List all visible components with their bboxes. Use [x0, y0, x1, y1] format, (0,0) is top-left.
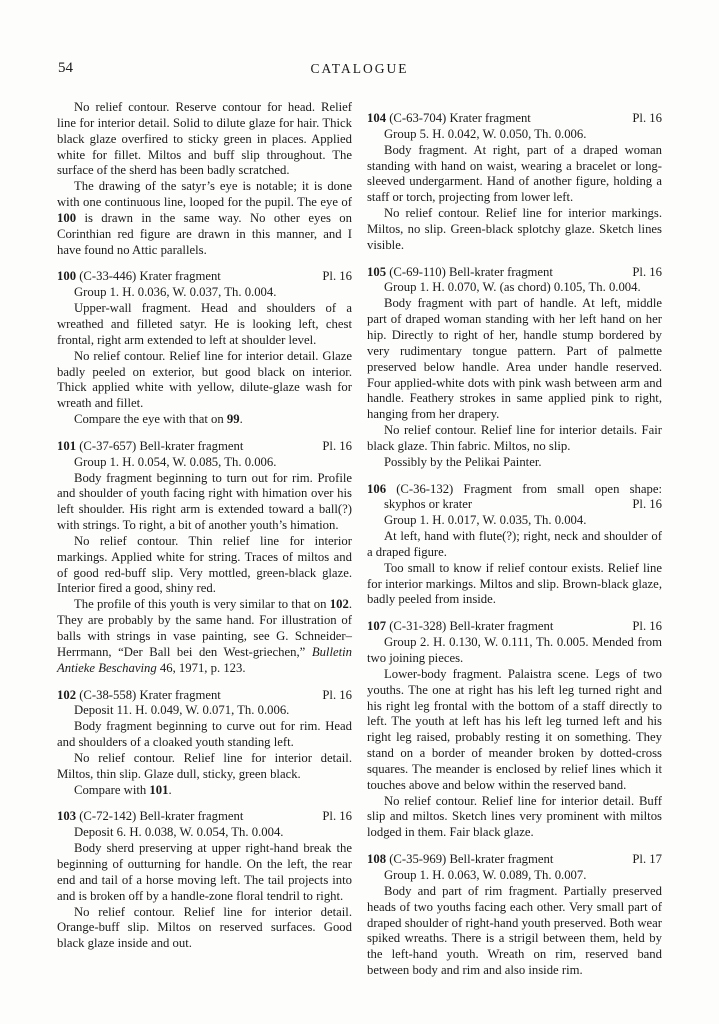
entry-heading: [367, 265, 662, 281]
entry-title-group: [367, 619, 553, 635]
entry-heading: [367, 619, 662, 635]
paragraph: [367, 667, 662, 794]
paragraph: [367, 423, 662, 455]
text-run: No relief contour. Thin relief line for interior markings. Applied white for string. Traces of miltos and of good red-buff slip. Very mottled, green-black glaze. Interior fired a good, shiny red.: [57, 533, 352, 596]
entry-number: 105: [367, 264, 387, 279]
entry-number: 102: [57, 687, 77, 702]
left-column: [57, 100, 352, 979]
catalogue-entry: [57, 269, 352, 427]
cross-reference: 99: [226, 412, 240, 427]
entry-title: (C-35-969) Bell-krater fragment: [386, 852, 554, 867]
text-run: Lower-body fragment. Palaistra scene. Legs of two youths. The one at right has his left leg turned right and his right leg frontal with the bottom of a staff directly to left. The youth at left has his left leg turned left and his right leg raised, probably resting it on something. They stand on a border of meander broken by dotted-cross squares. The meander is enclosed by relief lines which it touches above and below within the reserved band.: [367, 666, 662, 792]
paragraph: [57, 751, 352, 783]
text-run: Group 5. H. 0.042, W. 0.050, Th. 0.006.: [384, 126, 587, 141]
entry-number: 108: [367, 852, 387, 867]
text-run: No relief contour. Relief line for interior detail. Miltos, thin slip. Glaze dull, sticky, green black.: [57, 750, 352, 781]
entry-heading: [367, 111, 662, 127]
entry-title: (C-31-328) Bell-krater fragment: [386, 619, 554, 634]
entry-number: 104: [367, 111, 387, 125]
paragraph: [57, 412, 352, 428]
text-run: Group 1. H. 0.070, W. (as chord) 0.105, Th. 0.004.: [384, 280, 641, 295]
paragraph: [57, 455, 352, 471]
paragraph: [367, 296, 662, 423]
paragraph: [57, 471, 352, 534]
plate-reference: Pl. 16: [322, 809, 352, 824]
text-run: No relief contour. Reserve contour for head. Relief line for interior detail. Solid to dilute glaze for hair. Thick black glaze overfired to sticky green in places. Applied white for fillet. Miltos and buff slip throughout. The surface of the sherd has been badly scratched.: [57, 100, 352, 178]
paragraph: [367, 455, 662, 471]
cross-reference: 101: [149, 782, 169, 797]
catalogue-entry: [367, 265, 662, 471]
paragraph: [367, 206, 662, 254]
text-run: is drawn in the same way. No other eyes on Corinthian red figure are drawn in this manner, and I have found no Attic parallels.: [57, 210, 352, 257]
entry-title: (C-37-657) Bell-krater fragment: [76, 438, 244, 453]
text-run: Group 1. H. 0.036, W. 0.037, Th. 0.004.: [74, 285, 277, 300]
entry-title: (C-63-704) Krater fragment: [386, 111, 531, 125]
plate-reference: Pl. 16: [632, 264, 662, 279]
paragraph: [367, 529, 662, 561]
text-columns: [57, 100, 662, 979]
catalogue-entry: [57, 809, 352, 952]
text-run: Compare with: [74, 782, 150, 797]
text-run: Body fragment. At right, part of a draped woman standing with hand on waist, wearing a bracelet or long-sleeved undergarment. Hand of another figure, holding a staff or torch, projecting from lower left.: [367, 142, 662, 205]
right-column: [367, 100, 662, 979]
paragraph: [57, 301, 352, 349]
plate-reference: Pl. 17: [632, 852, 662, 867]
page-number: 54: [58, 60, 73, 76]
catalogue-entry: [367, 852, 662, 979]
text-run: Group 1. H. 0.054, W. 0.085, Th. 0.006.: [74, 454, 277, 469]
entry-heading: [57, 439, 352, 455]
entry-heading: [57, 809, 352, 825]
catalogue-entry: [367, 111, 662, 254]
text-run: At left, hand with flute(?); right, neck and shoulder of a draped figure.: [367, 529, 662, 559]
paragraph: [57, 841, 352, 904]
paragraph: [367, 868, 662, 884]
entry-heading: [367, 482, 662, 498]
plate-reference: Pl. 16: [632, 497, 662, 512]
catalogue-entry: [367, 482, 662, 609]
text-run: Body fragment with part of handle. At left, middle part of draped woman standing with her left hand on her hip. Directly to right of her, handle stump bordered by very rudimentary tongue pattern. Part of palmette preserved below handle. Area under handle reserved. Four applied-white dots with pink wash between arm and handle. Feathery strokes in same applied pink to right, hanging from her drapery.: [367, 296, 662, 422]
entry-title-group: [57, 688, 221, 704]
text-run: 46, 1971, p. 123.: [156, 660, 246, 675]
entry-number: 107: [367, 619, 387, 634]
paragraph: [57, 719, 352, 751]
entry-heading: [367, 852, 662, 868]
cross-reference: 100: [57, 210, 77, 225]
text-run: Body fragment beginning to curve out for rim. Head and shoulders of a cloaked youth standing left.: [57, 719, 352, 750]
entry-title: (C-33-446) Krater fragment: [76, 269, 221, 284]
text-run: Upper-wall fragment. Head and shoulders of a wreathed and filleted satyr. He is looking left, chest frontal, right arm extended to left at shoulder level.: [57, 301, 352, 347]
text-run: .: [168, 782, 172, 797]
text-run: Group 1. H. 0.063, W. 0.089, Th. 0.007.: [384, 867, 587, 882]
text-run: Group 2. H. 0.130, W. 0.111, Th. 0.005. Mended from two joining pieces.: [367, 635, 662, 665]
paragraph: [57, 100, 352, 179]
paragraph: [367, 635, 662, 667]
entry-number: 106: [367, 481, 387, 496]
entry-subtitle: skyphos or krater: [384, 497, 473, 512]
text-run: The profile of this youth is very similar to that on: [74, 597, 330, 612]
entry-title: (C-38-558) Krater fragment: [76, 687, 221, 702]
text-run: .: [239, 412, 243, 427]
text-run: Body fragment beginning to turn out for rim. Profile and shoulder of youth facing right with himation over his left shoulder. His right arm is extended toward a ball(?) with strings. To right, a bit of another youth’s himation.: [57, 470, 352, 533]
text-run: Body and part of rim fragment. Partially preserved heads of two youths facing each other. Very small part of draped shoulder of right-hand youth preserved. Both wear spiked wreaths. There is a strigil between them, held by the left-hand youth. Wreath on rim, reserved band between body and rim and also inside rim.: [367, 883, 662, 978]
paragraph: [57, 597, 352, 676]
catalogue-entry: [367, 619, 662, 841]
entry-title-group: [57, 269, 221, 285]
paragraph: [57, 179, 352, 258]
entry-title-group: [57, 809, 243, 825]
text-run: Compare the eye with that on: [74, 412, 227, 427]
entry-title: (C-72-142) Bell-krater fragment: [76, 809, 244, 824]
text-run: Deposit 11. H. 0.049, W. 0.071, Th. 0.006.: [74, 703, 290, 718]
entry-title-group: [367, 852, 553, 868]
plate-reference: Pl. 16: [322, 438, 352, 453]
plate-reference: Pl. 16: [632, 619, 662, 634]
journal-title: Bulletin Antieke Beschaving: [57, 644, 352, 675]
entry-title-group: [367, 111, 531, 127]
text-run: Deposit 6. H. 0.038, W. 0.054, Th. 0.004.: [74, 825, 284, 840]
page: [57, 60, 662, 979]
paragraph: [57, 349, 352, 412]
paragraph: [367, 513, 662, 529]
text-run: No relief contour. Relief line for interior detail. Buff slip and miltos. Sketch lines very prominent with miltos lodged in them. Fair black glaze.: [367, 793, 662, 840]
paragraph: [57, 534, 352, 597]
cross-reference: 102: [329, 597, 349, 612]
entry-number: 103: [57, 809, 77, 824]
plate-reference: Pl. 16: [322, 687, 352, 702]
text-run: Group 1. H. 0.017, W. 0.035, Th. 0.004.: [384, 513, 587, 528]
paragraph: [367, 561, 662, 609]
text-run: . They are probably by the same hand. For illustration of balls with strings in vase painting, see G. Schneider–Herrmann, “Der Ball bei den West-griechen,”: [57, 597, 352, 659]
entry-title: (C-69-110) Bell-krater fragment: [386, 264, 553, 279]
paragraph: [57, 285, 352, 301]
text-run: No relief contour. Relief line for interior details. Fair black glaze. Thin fabric. Miltos, no slip.: [367, 423, 662, 453]
running-head: CATALOGUE: [310, 61, 409, 76]
text-run: Body sherd preserving at upper right-hand break the beginning of outturning for handle. On the left, the rear end and tail of a horse moving left. The tail projects into and is broken off by a handle-zone floral tendril to right.: [57, 841, 352, 903]
text-run: Too small to know if relief contour exists. Relief line for interior markings. Miltos and slip. Brown-black glaze, badly peeled from inside.: [367, 560, 662, 607]
text-run: No relief contour. Relief line for interior markings. Miltos, no slip. Green-black splotchy glaze. Sketch lines visible.: [367, 206, 662, 252]
paragraph: [367, 127, 662, 143]
text-run: No relief contour. Relief line for interior detail. Glaze badly peeled on exterior, but good black on interior. Thick applied white with yellow, dilute-glaze wash for wreath and fillet.: [57, 348, 352, 411]
paragraph: [367, 143, 662, 206]
paragraph: [57, 825, 352, 841]
entry-heading-line2: [367, 497, 662, 513]
catalogue-entry: [57, 439, 352, 677]
text-run: No relief contour. Relief line for interior detail. Orange-buff slip. Miltos on reserved surfaces. Good black glaze inside and out.: [57, 904, 352, 951]
entry-number: 101: [57, 438, 77, 453]
paragraph: [367, 280, 662, 296]
entry-title-group: [57, 439, 243, 455]
text-run: The drawing of the satyr’s eye is notable; it is done with one continuous line, looped for the pupil. The eye of: [57, 179, 352, 210]
paragraph: [57, 703, 352, 719]
entry-heading: [57, 269, 352, 285]
entry-title: (C-36-132) Fragment from small open shape:: [386, 481, 662, 496]
page-header: [57, 60, 662, 84]
paragraph: [57, 783, 352, 799]
text-run: Possibly by the Pelikai Painter.: [384, 454, 542, 469]
paragraph: [367, 794, 662, 842]
catalogue-entry: [57, 688, 352, 799]
paragraph: [367, 884, 662, 979]
entry-heading: [57, 688, 352, 704]
entry-title-group: [367, 265, 553, 281]
plate-reference: Pl. 16: [322, 269, 352, 284]
paragraph: [57, 905, 352, 953]
plate-reference: Pl. 16: [632, 111, 662, 125]
entry-number: 100: [57, 269, 77, 284]
